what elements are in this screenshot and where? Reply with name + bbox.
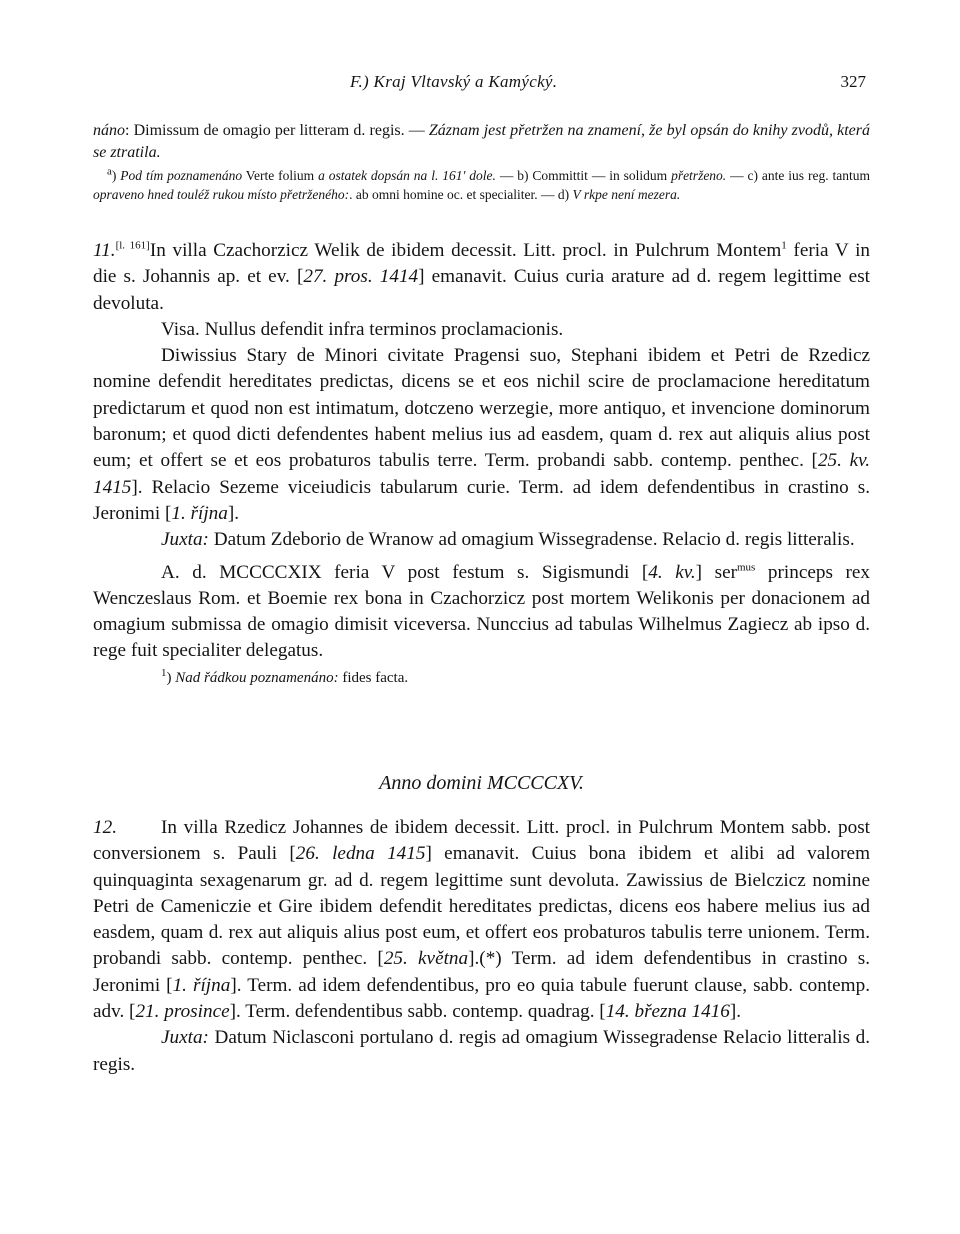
entry-11-para-2: Visa. Nullus defendit infra terminos proclamacionis. bbox=[161, 318, 564, 340]
entry-11-para-3 bbox=[93, 343, 870, 527]
note-c-latin: . ab omni homine oc. et specialiter. bbox=[349, 187, 538, 202]
entry-11-footnote: $^1$) Nad řádkou poznamenáno: fides facta. bbox=[161, 666, 409, 686]
text: ]. Term. defendentibus sabb. contemp. quadrag. [ bbox=[229, 1001, 606, 1023]
footnote-ref: 1 bbox=[781, 239, 787, 252]
date: 14. března 1416 bbox=[605, 1001, 730, 1023]
text: Diwissius Stary de Minori civitate Pragensi suo, Stephani ibidem et Petri de Rzedicz nomine defendit hereditates predictas, dicens se et eos nichil scire de proclamacione hereditatum predictarum et quod non est intimatum, dotczeno werzegie, more antiquo, et invencione dominorum baronum; et quod dicti defendentes habent melius ius ad easdem, quam d. rex aut aliquis alius post eum; et offert se et eos probaturos tabulis terre. Term. probandi sabb. contemp. penthec. [ bbox=[93, 345, 870, 472]
juxta-label: Juxta: bbox=[161, 529, 209, 551]
entry-11-para-4 bbox=[93, 527, 870, 553]
footnote-mark: 1 bbox=[161, 666, 167, 679]
note-d: — d) bbox=[537, 187, 573, 202]
text: A. d. MCCCCXIX feria V post festum s. Sigismundi [ bbox=[161, 561, 649, 583]
note-b-czech: přetrženo. bbox=[671, 168, 727, 183]
note-a-latin: Verte folium bbox=[242, 168, 319, 183]
superscript: mus bbox=[737, 561, 756, 574]
entry-number: 11. bbox=[93, 240, 116, 261]
date: 25. kv. 1415 bbox=[93, 450, 870, 498]
text: In villa Czachorzicz Welik de ibidem decessit. Litt. procl. in Pulchrum Montem bbox=[149, 240, 782, 261]
entry-11-para-1 bbox=[93, 238, 870, 317]
entry-number: 12. bbox=[93, 817, 117, 838]
entry-12-para-2 bbox=[93, 1025, 870, 1078]
note-a-czech-2: a ostatek dopsán na l. 161' dole. bbox=[318, 168, 496, 183]
date: 26. ledna 1415 bbox=[295, 843, 426, 865]
date: 21. prosince bbox=[135, 1001, 230, 1023]
note-a-czech: Pod tím poznamenáno bbox=[120, 168, 243, 183]
text: ] emanavit. Cuius curia arature ad d. regem legittime est devoluta. bbox=[93, 266, 870, 314]
juxta-label: Juxta: bbox=[161, 1027, 209, 1049]
footnote-czech: Záznam jest přetržen na znamení, že byl opsán do knihy zvodů, která se ztratila. bbox=[93, 122, 870, 161]
text: ]. Relacio Sezeme viceiudicis tabularum curie. Term. ad idem defendentibus in crastino s. Jeronimi [ bbox=[93, 476, 870, 524]
date: 25. května bbox=[383, 948, 469, 970]
entry-12-para-1 bbox=[93, 815, 870, 1025]
section-title: Anno domini MCCCCXV. bbox=[379, 772, 584, 794]
note-b: — b) Committit — in solidum bbox=[495, 168, 672, 183]
text: ] emanavit. Cuius bona ibidem et alibi ad valorem quinquaginta sexagenarum gr. ad d. regem legittime sunt devoluta. Zawissius de Bielczicz nomine Petri de Cameniczie et Gire ibidem defendit hereditates predictas, dicens eos habere melius ius ad easdem, quam d. rex aut aliquis alius post eum, et offert eos probaturos tabulis terre unionem. Term. probandi sabb. contemp. penthec. [ bbox=[93, 843, 870, 970]
note-c-czech: opraveno hned touléž rukou místo přetrženého: bbox=[93, 187, 350, 202]
entry-11-para-5 bbox=[93, 560, 870, 665]
text: ] ser bbox=[695, 561, 737, 583]
note-d-czech: V rkpe není mezera. bbox=[572, 187, 681, 202]
page-header bbox=[93, 72, 870, 96]
note-c: — c) ante ius reg. tantum bbox=[726, 168, 870, 183]
text: feria V in die s. Johannis ap. et ev. [ bbox=[93, 240, 870, 288]
text: In villa Rzedicz Johannes de ibidem decessit. Litt. procl. in Pulchrum Montem sabb. post conversionem s. Pauli [ bbox=[93, 817, 870, 865]
footnote-continuation bbox=[93, 120, 870, 164]
date: 27. pros. 1414 bbox=[303, 266, 419, 288]
entry-12 bbox=[93, 815, 870, 1078]
text: ].(*) Term. ad idem defendentibus in crastino s. Jeronimi [ bbox=[93, 948, 870, 996]
running-title: F.) Kraj Vltavský a Kamýcký. bbox=[350, 72, 558, 91]
footnote-latin: fides facta. bbox=[338, 669, 409, 686]
footnote-latin: : Dimissum de omagio per litteram d. regis. — bbox=[125, 122, 429, 139]
footnotes-top bbox=[93, 120, 870, 204]
folio-reference: [l. 161] bbox=[115, 239, 150, 252]
text: princeps rex Wenczeslaus Rom. et Boemie rex bona in Czachorzicz post mortem Welikonis per donacionem ad omagium submissa de omagio dimisit viceversa. Nunccius ad tabulas Wilhelmus Zagiecz ab ipso d. rege fuit specialiter delegatus. bbox=[93, 561, 871, 662]
text: ]. Term. ad idem defendentibus, pro eo quia tabule fuerunt clause, sabb. contemp. adv. [ bbox=[93, 974, 870, 1023]
footnote-word: náno bbox=[93, 122, 125, 139]
footnote-notes: $^a$) Pod tím poznamenáno Verte folium a ostatek dopsán na l. 161' dole. — b) Committit — in solidum přetrženo. — c) ante ius reg. tantum opraveno hned touléž rukou místo přetrženého:. ab omni homine oc. et specialiter. — d) V rkpe není mezera. bbox=[93, 165, 870, 202]
text: ]. bbox=[227, 502, 240, 524]
footnote-mark-a: a bbox=[107, 165, 112, 178]
date: 1. října bbox=[172, 974, 231, 996]
page-number: 327 bbox=[840, 72, 866, 91]
date: 1. října bbox=[171, 502, 228, 524]
text: Datum Niclasconi portulano d. regis ad omagium Wissegradense Relacio litteralis d. regis. bbox=[93, 1027, 870, 1075]
date: 4. kv. bbox=[648, 561, 696, 583]
entry-11 bbox=[93, 238, 870, 689]
text: Datum Zdeborio de Wranow ad omagium Wissegradense. Relacio d. regis litteralis. bbox=[208, 529, 855, 551]
footnote-czech: Nad řádkou poznamenáno: bbox=[175, 669, 339, 686]
text: ]. bbox=[729, 1001, 742, 1023]
